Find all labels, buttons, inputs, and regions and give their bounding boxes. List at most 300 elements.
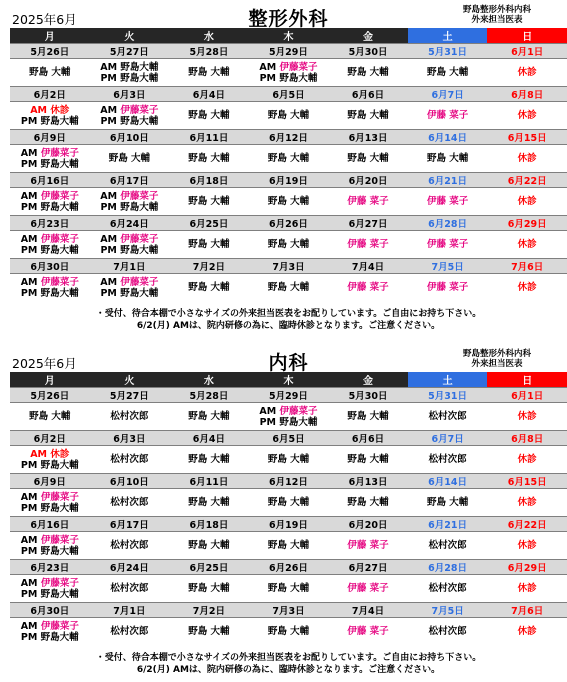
session-label: AM: [100, 61, 121, 73]
date-cell: 6月7日: [408, 87, 488, 102]
doctor-row: [10, 532, 567, 560]
doctor-line: 伊藤 菜子: [426, 196, 469, 207]
doctor-line: 休診: [517, 196, 537, 207]
doctor-row: [10, 575, 567, 603]
date-cell: 7月3日: [249, 603, 329, 618]
date-cell: 6月7日: [408, 431, 488, 446]
doctor-cell: [90, 231, 170, 259]
date-row: [10, 216, 567, 231]
doctor-line: 野島 大輔: [267, 540, 310, 551]
doctor-cell: [10, 188, 90, 216]
doctor-name: 野島大輔: [40, 459, 79, 471]
doctor-cell: [249, 102, 329, 130]
schedule-header: [10, 4, 567, 28]
doctor-line: [10, 449, 90, 460]
doctor-cell: [10, 274, 90, 302]
date-cell: 5月26日: [10, 388, 90, 403]
doctor-cell: [10, 575, 90, 603]
date-cell: 6月9日: [10, 130, 90, 145]
doctor-line: 休診: [517, 626, 537, 638]
doctor-cell: [90, 102, 170, 130]
date-cell: 5月30日: [328, 44, 408, 59]
doctor-line: 野島 大輔: [426, 497, 469, 508]
doctor-line: 野島 大輔: [267, 583, 310, 594]
doctor-row: [10, 446, 567, 474]
date-cell: 7月1日: [90, 259, 170, 274]
notice-line2: 6/2(月) AMは、院内研修の為に、臨時休診となります。ご注意ください。: [136, 664, 441, 675]
doctor-line: 野島 大輔: [267, 153, 310, 164]
doctor-line: 松村次郎: [110, 454, 149, 465]
doctor-line: 伊藤 菜子: [347, 540, 389, 551]
doctor-cell: [487, 274, 567, 302]
doctor-line: 野島 大輔: [267, 239, 310, 250]
doctor-cell: [487, 188, 567, 216]
doctor-line: [90, 105, 170, 116]
session-label: PM: [20, 287, 41, 299]
doctor-name: 伊藤菜子: [120, 104, 159, 116]
doctor-line: 休診: [517, 540, 537, 551]
session-label: PM: [20, 459, 41, 471]
doctor-cell: [328, 59, 408, 87]
doctor-line: [10, 460, 90, 471]
doctor-cell: [169, 145, 249, 173]
date-row: [10, 259, 567, 274]
date-cell: 6月23日: [10, 216, 90, 231]
doctor-line: 野島 大輔: [347, 454, 389, 465]
date-cell: 6月21日: [408, 173, 488, 188]
doctor-line: [10, 288, 90, 299]
doctor-line: [10, 234, 90, 245]
date-cell: 5月29日: [249, 44, 329, 59]
session-label: AM: [20, 491, 41, 503]
doctor-line: [10, 621, 90, 632]
doctor-line: [10, 245, 90, 256]
doctor-line: 野島 大輔: [188, 626, 230, 638]
date-cell: 6月27日: [328, 560, 408, 575]
doctor-name: 野島大輔: [120, 72, 159, 84]
date-cell: 6月16日: [10, 517, 90, 532]
doctor-line: 野島 大輔: [108, 153, 150, 164]
doctor-name: 野島大輔: [40, 287, 79, 299]
doctor-line: 野島 大輔: [347, 110, 389, 121]
date-cell: 6月25日: [169, 560, 249, 575]
doctor-row: [10, 618, 567, 646]
date-row: [10, 44, 567, 59]
date-cell: 7月2日: [169, 603, 249, 618]
clinic-name: [463, 5, 531, 25]
weekday-header: 水: [169, 28, 249, 44]
doctor-line: [10, 148, 90, 159]
doctor-line: [10, 159, 90, 170]
doctor-line: 野島 大輔: [188, 67, 230, 78]
doctor-line: 休診: [517, 67, 537, 78]
date-cell: 6月4日: [169, 87, 249, 102]
doctor-cell: [408, 446, 488, 474]
doctor-line: [249, 417, 329, 428]
doctor-cell: [90, 489, 170, 517]
doctor-line: 野島 大輔: [267, 454, 310, 465]
date-row: [10, 517, 567, 532]
date-cell: 6月22日: [487, 173, 567, 188]
doctor-cell: [10, 403, 90, 431]
doctor-cell: [169, 618, 249, 646]
clinic-name-line2: 外来担当医表: [471, 359, 523, 369]
date-cell: 6月27日: [328, 216, 408, 231]
month-label: 2025年6月: [12, 356, 77, 371]
doctor-row: [10, 102, 567, 130]
doctor-name: 伊藤菜子: [120, 233, 159, 245]
doctor-line: 伊藤 菜子: [347, 626, 389, 638]
doctor-line: [10, 589, 90, 600]
date-cell: 5月31日: [408, 388, 488, 403]
session-label: PM: [259, 416, 280, 428]
date-cell: 6月8日: [487, 87, 567, 102]
weekday-header: 火: [90, 28, 170, 44]
clinic-name-line1: 野島整形外科内科: [462, 349, 531, 359]
doctor-name: 野島大輔: [120, 61, 159, 73]
doctor-line: 伊藤 菜子: [426, 239, 469, 250]
doctor-cell: [487, 145, 567, 173]
doctor-cell: [249, 231, 329, 259]
doctor-cell: [249, 274, 329, 302]
doctor-line: 野島 大輔: [347, 153, 389, 164]
doctor-line: 野島 大輔: [188, 239, 230, 250]
session-label: AM: [259, 405, 280, 417]
doctor-cell: [169, 188, 249, 216]
doctor-name: 伊藤菜子: [120, 190, 159, 202]
doctor-cell: [487, 489, 567, 517]
session-label: PM: [100, 72, 121, 84]
date-cell: 6月2日: [10, 87, 90, 102]
doctor-cell: [249, 618, 329, 646]
doctor-row: [10, 59, 567, 87]
date-cell: 6月20日: [328, 517, 408, 532]
doctor-line: [90, 62, 170, 73]
doctor-name: 野島大輔: [40, 244, 79, 256]
session-label: AM: [100, 233, 121, 245]
month-label: 2025年6月: [12, 12, 77, 27]
date-cell: 7月5日: [408, 259, 488, 274]
date-cell: 6月5日: [249, 431, 329, 446]
doctor-row: [10, 403, 567, 431]
doctor-line: 休診: [517, 153, 537, 164]
weekday-header: 火: [90, 372, 170, 388]
doctor-line: 松村次郎: [428, 411, 467, 422]
doctor-name: 野島大輔: [40, 631, 79, 643]
doctor-name: 野島大輔: [40, 545, 79, 557]
date-cell: 6月18日: [169, 173, 249, 188]
clinic-name: [463, 349, 531, 369]
doctor-cell: [408, 102, 488, 130]
date-cell: 6月5日: [249, 87, 329, 102]
doctor-cell: [487, 231, 567, 259]
notice-line1: ・受付、待合本棚で小さなサイズの外来担当医表をお配りしています。ご自由にお持ち下さい。: [95, 308, 482, 319]
date-cell: 6月19日: [249, 173, 329, 188]
doctor-name: 野島大輔: [40, 588, 79, 600]
doctor-cell: [10, 102, 90, 130]
doctor-line: 伊藤 菜子: [347, 196, 389, 207]
session-label: PM: [100, 115, 121, 127]
doctor-cell: [487, 446, 567, 474]
session-label: PM: [259, 72, 280, 84]
doctor-line: [90, 73, 170, 84]
session-label: PM: [20, 158, 41, 170]
doctor-cell: [90, 59, 170, 87]
date-row: [10, 431, 567, 446]
date-cell: 6月30日: [10, 259, 90, 274]
session-label: AM: [20, 620, 41, 632]
clinic-name-line2: 外来担当医表: [471, 15, 523, 25]
department-title: 整形外科: [248, 8, 329, 30]
doctor-cell: [169, 274, 249, 302]
doctor-cell: [90, 274, 170, 302]
doctor-cell: [328, 446, 408, 474]
weekday-header: 木: [249, 372, 329, 388]
doctor-line: 伊藤 菜子: [347, 239, 389, 250]
session-label: AM: [30, 104, 51, 116]
doctor-cell: [408, 274, 488, 302]
doctor-line: [249, 73, 329, 84]
doctor-line: 休診: [517, 583, 537, 594]
date-row: [10, 130, 567, 145]
doctor-name: 野島大輔: [120, 244, 159, 256]
doctor-cell: [487, 59, 567, 87]
doctor-cell: [10, 446, 90, 474]
doctor-line: [10, 277, 90, 288]
doctor-line: 野島 大輔: [267, 626, 310, 638]
session-label: PM: [20, 588, 41, 600]
doctor-cell: [10, 489, 90, 517]
doctor-line: 伊藤 菜子: [426, 110, 469, 121]
doctor-line: [10, 191, 90, 202]
date-cell: 6月13日: [328, 130, 408, 145]
date-cell: 6月3日: [90, 87, 170, 102]
doctor-cell: [408, 489, 488, 517]
session-label: AM: [100, 104, 121, 116]
doctor-cell: [169, 403, 249, 431]
doctor-line: 野島 大輔: [188, 110, 230, 121]
doctor-cell: [328, 274, 408, 302]
doctor-name: 野島大輔: [120, 115, 159, 127]
date-cell: 6月11日: [169, 474, 249, 489]
date-row: [10, 603, 567, 618]
date-cell: 6月25日: [169, 216, 249, 231]
doctor-line: 野島 大輔: [347, 497, 389, 508]
doctor-cell: [408, 403, 488, 431]
doctor-row: [10, 188, 567, 216]
doctor-line: [90, 116, 170, 127]
doctor-line: [10, 546, 90, 557]
doctor-line: 野島 大輔: [267, 497, 310, 508]
doctor-cell: [328, 145, 408, 173]
doctor-line: 松村次郎: [110, 583, 149, 594]
doctor-cell: [328, 575, 408, 603]
date-cell: 6月13日: [328, 474, 408, 489]
doctor-line: 休診: [517, 239, 537, 250]
doctor-line: 野島 大輔: [426, 67, 469, 78]
internal-medicine-schedule: [10, 348, 567, 676]
date-cell: 6月22日: [487, 517, 567, 532]
doctor-line: 野島 大輔: [188, 540, 230, 551]
doctor-line: 休診: [517, 454, 537, 465]
date-cell: 6月9日: [10, 474, 90, 489]
doctor-cell: [328, 102, 408, 130]
date-cell: 6月6日: [328, 431, 408, 446]
doctor-cell: [10, 231, 90, 259]
weekday-header: 水: [169, 372, 249, 388]
doctor-line: 野島 大輔: [188, 153, 230, 164]
doctor-line: 松村次郎: [110, 540, 149, 551]
session-label: AM: [20, 190, 41, 202]
doctor-cell: [10, 532, 90, 560]
date-row: [10, 560, 567, 575]
date-cell: 7月2日: [169, 259, 249, 274]
date-cell: 6月1日: [487, 44, 567, 59]
date-row: [10, 388, 567, 403]
date-cell: 6月24日: [90, 216, 170, 231]
doctor-cell: [328, 403, 408, 431]
doctor-line: [90, 288, 170, 299]
session-label: AM: [30, 448, 51, 460]
doctor-cell: [487, 575, 567, 603]
doctor-cell: [249, 532, 329, 560]
session-label: AM: [20, 534, 41, 546]
date-cell: 6月15日: [487, 130, 567, 145]
date-cell: 6月10日: [90, 130, 170, 145]
doctor-cell: [408, 145, 488, 173]
date-cell: 6月11日: [169, 130, 249, 145]
date-cell: 6月15日: [487, 474, 567, 489]
doctor-cell: [90, 188, 170, 216]
date-cell: 6月12日: [249, 130, 329, 145]
doctor-cell: [90, 575, 170, 603]
doctor-cell: [487, 532, 567, 560]
weekday-header: 日: [487, 372, 567, 388]
doctor-cell: [169, 489, 249, 517]
date-cell: 6月2日: [10, 431, 90, 446]
date-cell: 6月30日: [10, 603, 90, 618]
clinic-name-line1: 野島整形外科内科: [462, 5, 531, 15]
doctor-cell: [328, 489, 408, 517]
doctor-name: 野島大輔: [120, 287, 159, 299]
date-cell: 7月4日: [328, 259, 408, 274]
doctor-line: [249, 406, 329, 417]
doctor-name: 野島大輔: [40, 115, 79, 127]
doctor-name: 伊藤菜子: [279, 405, 318, 417]
notice-line1: ・受付、待合本棚で小さなサイズの外来担当医表をお配りしています。ご自由にお持ち下さい。: [95, 652, 482, 663]
weekday-header: 月: [10, 372, 90, 388]
date-cell: 6月28日: [408, 216, 488, 231]
doctor-name: 野島大輔: [279, 416, 318, 428]
doctor-line: 松村次郎: [110, 626, 149, 638]
doctor-name: 伊藤菜子: [40, 233, 79, 245]
doctor-name: 伊藤菜子: [40, 276, 79, 288]
session-label: AM: [20, 147, 41, 159]
date-cell: 6月17日: [90, 517, 170, 532]
date-row: [10, 474, 567, 489]
doctor-row: [10, 231, 567, 259]
session-label: AM: [259, 61, 280, 73]
weekday-header: 月: [10, 28, 90, 44]
doctor-line: 野島 大輔: [426, 153, 469, 164]
session-label: PM: [20, 244, 41, 256]
session-label: AM: [20, 276, 41, 288]
date-cell: 5月28日: [169, 44, 249, 59]
doctor-line: 伊藤 菜子: [347, 282, 389, 294]
doctor-cell: [249, 145, 329, 173]
doctor-name: 野島大輔: [120, 201, 159, 213]
schedule-table: [10, 28, 567, 302]
doctor-row: [10, 489, 567, 517]
date-cell: 6月18日: [169, 517, 249, 532]
doctor-name: 伊藤菜子: [40, 534, 79, 546]
doctor-name: 野島大輔: [279, 72, 318, 84]
date-cell: 6月17日: [90, 173, 170, 188]
doctor-name: 伊藤菜子: [279, 61, 318, 73]
date-cell: 6月14日: [408, 474, 488, 489]
doctor-line: 野島 大輔: [188, 583, 230, 594]
doctor-cell: [408, 59, 488, 87]
date-cell: 6月1日: [487, 388, 567, 403]
doctor-name: 野島大輔: [40, 201, 79, 213]
date-cell: 5月27日: [90, 44, 170, 59]
weekday-header: 金: [328, 372, 408, 388]
session-label: PM: [100, 201, 121, 213]
doctor-line: 松村次郎: [110, 497, 149, 508]
weekday-header: 木: [249, 28, 329, 44]
date-cell: 6月23日: [10, 560, 90, 575]
doctor-name: 伊藤菜子: [120, 276, 159, 288]
doctor-line: [10, 116, 90, 127]
doctor-cell: [10, 618, 90, 646]
date-cell: 6月6日: [328, 87, 408, 102]
doctor-line: 野島 大輔: [267, 282, 310, 294]
doctor-name: 伊藤菜子: [40, 190, 79, 202]
doctor-cell: [10, 145, 90, 173]
doctor-cell: [169, 446, 249, 474]
date-cell: 6月20日: [328, 173, 408, 188]
date-cell: 6月28日: [408, 560, 488, 575]
doctor-line: 野島 大輔: [188, 454, 230, 465]
date-cell: 6月19日: [249, 517, 329, 532]
doctor-line: 野島 大輔: [188, 196, 230, 207]
date-cell: 6月29日: [487, 560, 567, 575]
doctor-cell: [408, 231, 488, 259]
date-cell: 5月31日: [408, 44, 488, 59]
date-cell: 6月16日: [10, 173, 90, 188]
doctor-cell: [249, 489, 329, 517]
doctor-row: [10, 274, 567, 302]
doctor-line: [90, 191, 170, 202]
date-cell: 6月10日: [90, 474, 170, 489]
doctor-line: 休診: [517, 110, 537, 121]
doctor-line: 野島 大輔: [188, 282, 230, 294]
doctor-line: 野島 大輔: [347, 411, 389, 422]
doctor-cell: [487, 403, 567, 431]
doctor-line: [90, 234, 170, 245]
doctor-line: 野島 大輔: [29, 411, 71, 422]
date-cell: 6月26日: [249, 216, 329, 231]
date-cell: 6月26日: [249, 560, 329, 575]
session-label: PM: [20, 631, 41, 643]
doctor-line: [10, 632, 90, 643]
session-label: PM: [100, 287, 121, 299]
doctor-cell: [328, 532, 408, 560]
date-cell: 7月6日: [487, 603, 567, 618]
date-cell: 6月12日: [249, 474, 329, 489]
doctor-name: 伊藤菜子: [40, 620, 79, 632]
notice: [10, 308, 567, 332]
